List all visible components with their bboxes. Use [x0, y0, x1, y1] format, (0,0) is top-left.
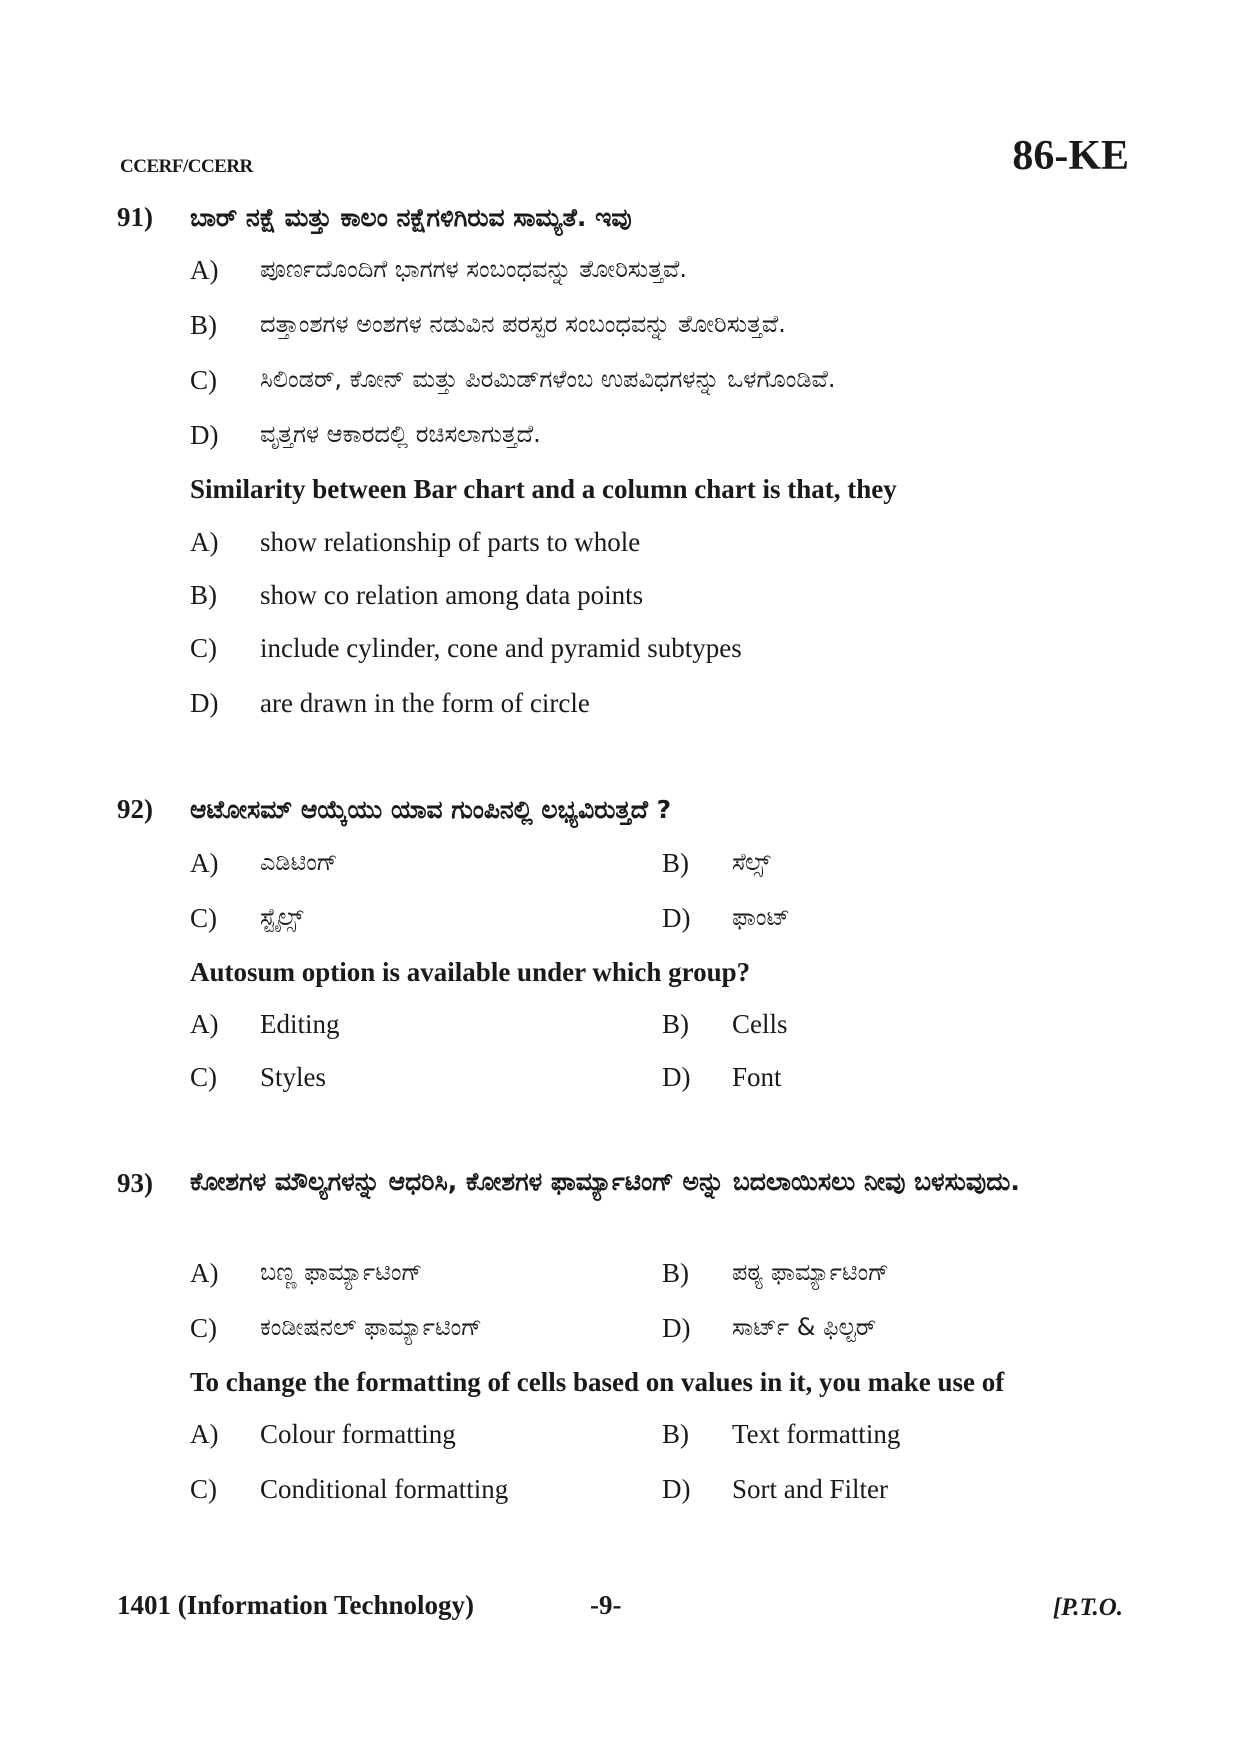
question-number: 91) [117, 202, 153, 232]
option-text: ಕಂಡೀಷನಲ್ ಫಾರ್ಮ್ಯಾಟಿಂಗ್ [260, 1313, 483, 1341]
option-text: show co relation among data points [260, 580, 644, 610]
header-code: CCERF/CCERR [120, 156, 253, 177]
option-text: Cells [732, 1009, 788, 1039]
question-number: 93) [117, 1168, 153, 1198]
paper-code: 86-KE [1012, 133, 1129, 179]
question-number: 92) [117, 794, 153, 824]
option-text: Styles [260, 1062, 327, 1092]
option-label: B) [662, 1258, 689, 1288]
option-label: B) [662, 848, 689, 878]
option-label: C) [190, 903, 217, 933]
question-stem-kannada: ಆಟೋಸಮ್ ಆಯ್ಕೆಯು ಯಾವ ಗುಂಪಿನಲ್ಲಿ ಲಭ್ಯವಿರುತ್ತದೆ ? [190, 795, 672, 824]
option-text: ಸೆಲ್ಸ್ [732, 848, 771, 876]
option-text: Text formatting [732, 1419, 901, 1449]
question-stem-english: Autosum option is available under which group? [190, 957, 751, 987]
footer-pto: [P.T.O. [1052, 1594, 1123, 1621]
question-stem-kannada: ಬಾರ್ ನಕ್ಷೆ ಮತ್ತು ಕಾಲಂ ನಕ್ಷೆಗಳಿಗಿರುವ ಸಾಮ್ಯತೆ. ಇವು [190, 203, 632, 232]
option-text: ಎಡಿಟಿಂಗ್ [260, 848, 338, 876]
option-text: ಪೂರ್ಣದೊಂದಿಗೆ ಭಾಗಗಳ ಸಂಬಂಧವನ್ನು ತೋರಿಸುತ್ತವೆ. [260, 255, 687, 283]
option-text: ಸ್ಟೈಲ್ಸ್ [260, 903, 304, 931]
option-label: C) [190, 1313, 217, 1343]
option-label: B) [190, 310, 217, 340]
question-stem-english: Similarity between Bar chart and a column chart is that, they [190, 474, 897, 504]
option-text: ಸಿಲಿಂಡರ್, ಕೋನ್ ಮತ್ತು ಪಿರಮಿಡ್‌ಗಳೆಂಬ ಉಪವಿಧಗಳನ್ನು ಒಳಗೊಂಡಿವೆ. [260, 365, 836, 393]
option-label: C) [190, 633, 217, 663]
option-text: ಸಾರ್ಟ್ & ಫಿಲ್ಟರ್ [732, 1313, 877, 1341]
option-text: Font [732, 1062, 782, 1092]
option-label: A) [190, 1009, 219, 1039]
option-text: Sort and Filter [732, 1474, 888, 1504]
question-stem-kannada: ಕೋಶಗಳ ಮೌಲ್ಯಗಳನ್ನು ಆಧರಿಸಿ, ಕೋಶಗಳ ಫಾರ್ಮ್ಯಾಟಿಂಗ್ ಅನ್ನು ಬದಲಾಯಿಸಲು ನೀವು ಬಳಸುವುದು. [190, 1167, 1020, 1196]
option-text: ಪಠ್ಯ ಫಾರ್ಮ್ಯಾಟಿಂಗ್ [732, 1258, 889, 1286]
footer-subject: 1401 (Information Technology) [117, 1590, 475, 1620]
option-text: ವೃತ್ತಗಳ ಆಕಾರದಲ್ಲಿ ರಚಿಸಲಾಗುತ್ತದೆ. [260, 420, 541, 448]
option-label: C) [190, 1474, 217, 1504]
option-label: D) [190, 688, 219, 718]
option-text: Colour formatting [260, 1419, 456, 1449]
option-text: ದತ್ತಾಂಶಗಳ ಅಂಶಗಳ ನಡುವಿನ ಪರಸ್ಪರ ಸಂಬಂಧವನ್ನು ತೋರಿಸುತ್ತವೆ. [260, 310, 786, 338]
option-label: D) [190, 420, 219, 450]
question-stem-english: To change the formatting of cells based on values in it, you make use of [190, 1367, 1005, 1397]
option-text: Editing [260, 1009, 340, 1039]
option-text: Conditional formatting [260, 1474, 509, 1504]
page-number: -9- [590, 1590, 622, 1620]
option-label: A) [190, 255, 219, 285]
option-text: include cylinder, cone and pyramid subtypes [260, 633, 742, 663]
option-label: D) [662, 1474, 691, 1504]
option-text: ಬಣ್ಣ ಫಾರ್ಮ್ಯಾಟಿಂಗ್ [260, 1258, 423, 1286]
option-text: are drawn in the form of circle [260, 688, 590, 718]
option-label: A) [190, 527, 219, 557]
option-label: B) [662, 1419, 689, 1449]
option-label: A) [190, 1258, 219, 1288]
option-label: D) [662, 1062, 691, 1092]
option-text: show relationship of parts to whole [260, 527, 641, 557]
option-text: ಫಾಂಟ್ [732, 903, 790, 931]
option-label: D) [662, 903, 691, 933]
option-label: C) [190, 365, 217, 395]
option-label: C) [190, 1062, 217, 1092]
option-label: B) [662, 1009, 689, 1039]
option-label: A) [190, 1419, 219, 1449]
option-label: B) [190, 580, 217, 610]
option-label: D) [662, 1313, 691, 1343]
option-label: A) [190, 848, 219, 878]
